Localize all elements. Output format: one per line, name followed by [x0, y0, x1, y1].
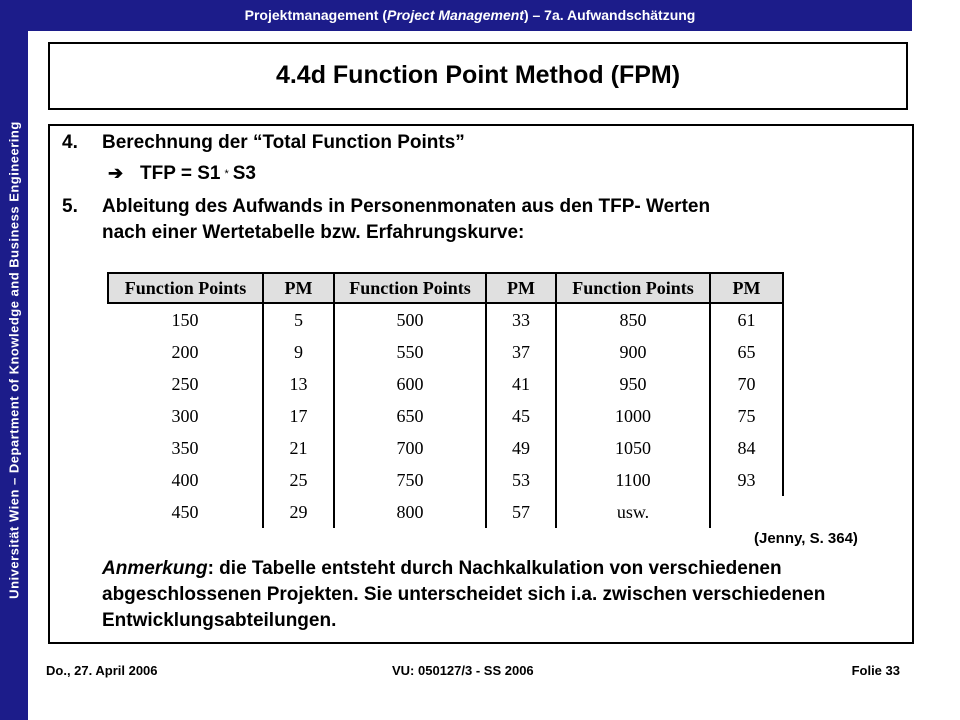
formula [140, 163, 256, 185]
course-title-suffix: ) – 7a. Aufwandschätzung [523, 7, 696, 23]
footer-slide-number: Folie 33 [851, 663, 900, 678]
table-cell: usw. [556, 496, 710, 528]
formula-star: * [224, 167, 229, 180]
slide-title: 4.4d Function Point Method (FPM) [275, 61, 681, 89]
table-cell: 41 [486, 368, 556, 400]
table-row [108, 496, 783, 528]
table-cell: 70 [710, 368, 783, 400]
table-cell: 600 [334, 368, 486, 400]
table-cell: 400 [171, 469, 199, 490]
table-cell: 17 [263, 400, 334, 432]
table-cell: 65 [710, 336, 783, 368]
table-cell: 84 [710, 432, 783, 464]
header-pm-1: PM [263, 273, 334, 303]
formula-right: S3 [232, 163, 256, 184]
table-cell: 75 [710, 400, 783, 432]
item-5-line-1: Ableitung des Aufwands in Personenmonaten aus den TFP- Werten [102, 196, 711, 217]
slide-title-box [48, 42, 908, 110]
table-cell: 57 [486, 496, 556, 528]
table-cell: 5 [263, 303, 334, 336]
table-cell: 29 [263, 496, 334, 528]
item-4-number: 4. [62, 132, 78, 153]
table-cell: 850 [556, 303, 710, 336]
table-row [108, 400, 783, 432]
remark-text: : die Tabelle entsteht durch Nachkalkulation von verschiedenen abgeschlossenen Projekten. Sie unterscheidet sich i.a. zwischen verschiedenen Entwicklungsabteilungen. [102, 558, 826, 631]
right-arrow-icon: ➔ [108, 163, 124, 183]
header-pm-3: PM [710, 273, 783, 303]
table-cell: 33 [486, 303, 556, 336]
table-cell: 800 [334, 496, 486, 528]
table-cell: 750 [334, 464, 486, 496]
table-cell: 550 [334, 336, 486, 368]
header-pm-2: PM [486, 273, 556, 303]
department-label: Universität Wien – Department of Knowledge and Business Engineering [6, 121, 22, 599]
item-5-line-2: nach einer Wertetabelle bzw. Erfahrungskurve: [102, 222, 525, 243]
footer-course: VU: 050127/3 - SS 2006 [392, 663, 534, 678]
table-cell: 1050 [556, 432, 710, 464]
header-function-points-2: Function Points [334, 273, 486, 303]
table-cell: 21 [263, 432, 334, 464]
citation: (Jenny, S. 364) [754, 530, 858, 547]
table-cell: 49 [486, 432, 556, 464]
table-cell: 150 [171, 309, 199, 330]
table-cell: 900 [556, 336, 710, 368]
formula-left: TFP = S1 [140, 163, 221, 184]
table-cell: 200 [171, 341, 199, 362]
table-cell: 350 [171, 437, 199, 458]
table-cell: 950 [556, 368, 710, 400]
slide-content-box [48, 124, 914, 644]
top-header-bar [28, 0, 912, 31]
table-cell: 500 [334, 303, 486, 336]
course-title [28, 7, 912, 23]
remark-paragraph [102, 556, 912, 634]
table-cell: 13 [263, 368, 334, 400]
remark-label: Anmerkung [102, 558, 208, 579]
table-cell [710, 496, 783, 528]
header-function-points-1: Function Points [108, 273, 263, 303]
table-cell: 53 [486, 464, 556, 496]
left-sidebar-bar [0, 0, 28, 720]
table-cell: 300 [171, 405, 199, 426]
table-cell: 650 [334, 400, 486, 432]
course-title-prefix: Projektmanagement ( [244, 7, 388, 23]
table-row [108, 368, 783, 400]
table-cell: 93 [710, 464, 783, 496]
footer-date: Do., 27. April 2006 [46, 663, 158, 678]
table-cell: 45 [486, 400, 556, 432]
table-cell: 9 [263, 336, 334, 368]
table-row [108, 303, 783, 336]
table-cell: 700 [334, 432, 486, 464]
table-cell: 450 [171, 501, 199, 522]
table-row [108, 432, 783, 464]
item-4-text: Berechnung der “Total Function Points” [102, 132, 465, 153]
table-row [108, 336, 783, 368]
header-function-points-3: Function Points [556, 273, 710, 303]
table-header-row [108, 273, 783, 303]
table-cell: 250 [171, 373, 199, 394]
table-cell: 1100 [556, 464, 710, 496]
item-5-number: 5. [62, 196, 78, 217]
function-points-table [107, 272, 784, 528]
table-cell: 61 [710, 303, 783, 336]
course-title-italic: Project Management [387, 7, 524, 23]
table-cell: 1000 [556, 400, 710, 432]
table-cell: 25 [263, 464, 334, 496]
table-row [108, 464, 783, 496]
table-cell: 37 [486, 336, 556, 368]
